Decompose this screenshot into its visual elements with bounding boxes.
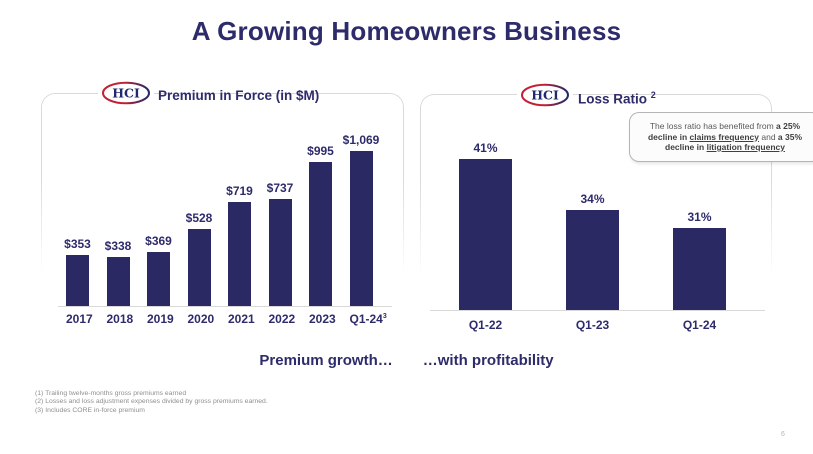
premium-chart-bars xyxy=(64,133,380,306)
bar xyxy=(459,159,512,310)
bar-value-label: $528 xyxy=(185,211,213,225)
bar-value-label: $1,069 xyxy=(342,133,380,147)
x-axis-label: 2018 xyxy=(106,312,134,326)
callout-text: and xyxy=(759,131,778,142)
premium-chart-axis-line xyxy=(58,306,392,307)
bar-column xyxy=(673,141,726,310)
hci-logo xyxy=(98,81,154,105)
bar xyxy=(269,199,292,306)
bar-value-label: $995 xyxy=(307,144,334,158)
loss-ratio-chart-x-labels xyxy=(430,318,726,332)
bar-column xyxy=(266,133,294,306)
bar-column xyxy=(66,133,89,306)
x-axis-label: 2023 xyxy=(309,312,336,326)
bar-value-label: $719 xyxy=(226,184,253,198)
bar-value-label: $369 xyxy=(145,234,172,248)
bar xyxy=(566,210,619,310)
loss-ratio-chart-axis-line xyxy=(430,310,765,311)
callout-text-bold: a 25% decline in xyxy=(647,121,801,142)
bar-column xyxy=(459,141,512,310)
bar xyxy=(228,202,251,306)
x-axis-label: 2021 xyxy=(228,312,255,326)
footnotes xyxy=(35,390,268,415)
bar-value-label: 34% xyxy=(580,192,605,206)
bar-column xyxy=(566,141,619,310)
slide-title: A Growing Homeowners Business xyxy=(191,16,622,46)
bar xyxy=(673,228,726,310)
footnote-3: (3) Includes CORE in-force premium xyxy=(35,406,145,414)
x-axis-label: Q1-22 xyxy=(468,318,503,332)
bar-value-label: 41% xyxy=(473,141,498,155)
loss-ratio-callout xyxy=(629,112,813,162)
title-footnote-marker: 2 xyxy=(650,90,656,100)
bar xyxy=(147,252,170,306)
premium-chart-title-text: Premium in Force (in $M) xyxy=(158,88,320,103)
bar-column xyxy=(309,133,332,306)
x-axis-label: 2017 xyxy=(66,312,93,326)
hci-logo-icon xyxy=(520,83,570,107)
tagline-premium-growth: Premium growth… xyxy=(259,352,393,369)
x-axis-label: $Q1-24^3$ xyxy=(349,312,387,326)
bar-value-label: $353 xyxy=(64,237,91,251)
x-axis-label: Q1-23 xyxy=(575,318,610,332)
loss-ratio-chart-title-text: Loss Ratio xyxy=(578,91,648,107)
loss-ratio-chart-title xyxy=(578,90,656,107)
bar-column xyxy=(185,133,213,306)
premium-chart-x-labels xyxy=(66,312,387,326)
bar-column xyxy=(147,133,170,306)
x-axis-label: 2019 xyxy=(147,312,174,326)
callout-text-underlined: litigation frequency xyxy=(706,142,785,152)
callout-text: The loss ratio has benefited from xyxy=(649,121,777,131)
bar-value-label: $737 xyxy=(266,181,294,195)
bar-value-label: $338 xyxy=(104,239,132,253)
footnote-1: (1) Trailing twelve-months gross premiums earned xyxy=(35,390,187,397)
premium-chart-title xyxy=(158,88,319,103)
footnote-2: (2) Losses and loss adjustment expenses divided by gross premiums earned. xyxy=(35,398,268,406)
tagline-with-profitability: …with profitability xyxy=(422,352,554,369)
category-footnote-marker: 3 xyxy=(382,313,387,320)
hci-logo xyxy=(517,83,573,107)
bar xyxy=(66,255,89,306)
bar xyxy=(309,162,332,306)
tagline xyxy=(0,352,813,369)
bar-column xyxy=(104,133,132,306)
callout-text-bold: a 35% decline in xyxy=(665,131,803,152)
x-axis-label: 2020 xyxy=(187,312,215,326)
bar xyxy=(107,257,130,306)
bar xyxy=(188,229,211,306)
loss-ratio-chart-bars xyxy=(430,141,726,310)
bar-column xyxy=(342,133,380,306)
bar-value-label: 31% xyxy=(687,210,712,224)
svg-text:HCI: HCI xyxy=(531,87,559,103)
hci-logo-icon xyxy=(101,81,151,105)
callout-text-underlined: claims frequency xyxy=(689,131,759,142)
x-axis-label: Q1-24 xyxy=(682,318,717,332)
page-number: 6 xyxy=(781,431,785,438)
x-axis-label: 2022 xyxy=(268,312,296,326)
bar xyxy=(350,151,373,306)
svg-text:HCI: HCI xyxy=(112,85,140,101)
bar-column xyxy=(228,133,251,306)
